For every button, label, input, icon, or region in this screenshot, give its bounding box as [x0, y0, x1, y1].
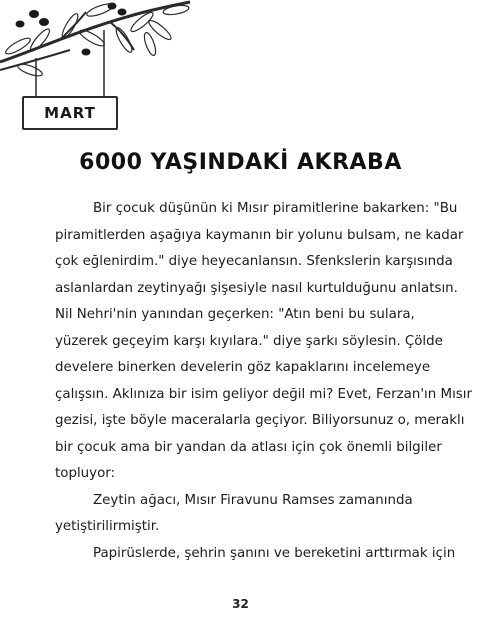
page-number: 32 — [232, 597, 249, 611]
text-line: Papirüslerde, şehrin şanını ve bereketini arttırmak için — [93, 545, 456, 561]
text-line: yetiştirilirmiştir. — [55, 519, 160, 534]
text-line: aslanlardan zeytinyağı şişesiyle nasıl kurtulduğunu anlatsın. — [55, 280, 458, 296]
text-line: develere binerken develerin göz kapaklarını incelemeye — [55, 360, 431, 375]
page-title: 6000 YAŞINDAKİ AKRABA — [79, 150, 402, 175]
text-line: Nil Nehri'nin yanından geçerken: "Atın beni bu sulara, — [55, 307, 415, 322]
text-line: gezisi, işte böyle maceralarla geçiyor. Biliyorsunuz o, meraklı — [55, 413, 465, 428]
text-line: topluyor: — [55, 466, 116, 481]
text-line: bir çocuk ama bir yandan da atlası için çok önemli bilgiler — [55, 439, 442, 455]
text-line: çok eğlenirdim." diye heyecanlansın. Sfenkslerin karşısında — [55, 254, 453, 269]
text-line: piramitlerden aşağıya kaymanın bir yolunu bulsam, ne kadar — [55, 227, 464, 243]
month-sign — [22, 96, 118, 130]
text-line: Bir çocuk düşünün ki Mısır piramitlerine bakarken: "Bu — [93, 201, 458, 216]
text-line: çalışsın. Aklınıza bir isim geliyor değil mi? Evet, Ferzan'ın Mısır — [55, 386, 472, 402]
month-label: MART — [44, 104, 96, 122]
text-line: Zeytin ağacı, Mısır Firavunu Ramses zamanında — [93, 492, 413, 508]
text-line: yüzerek geçeyim karşı kıyılara." diye şarkı söylesin. Çölde — [55, 333, 443, 349]
body-text — [55, 196, 472, 567]
olive-branch-illustration — [0, 0, 200, 100]
